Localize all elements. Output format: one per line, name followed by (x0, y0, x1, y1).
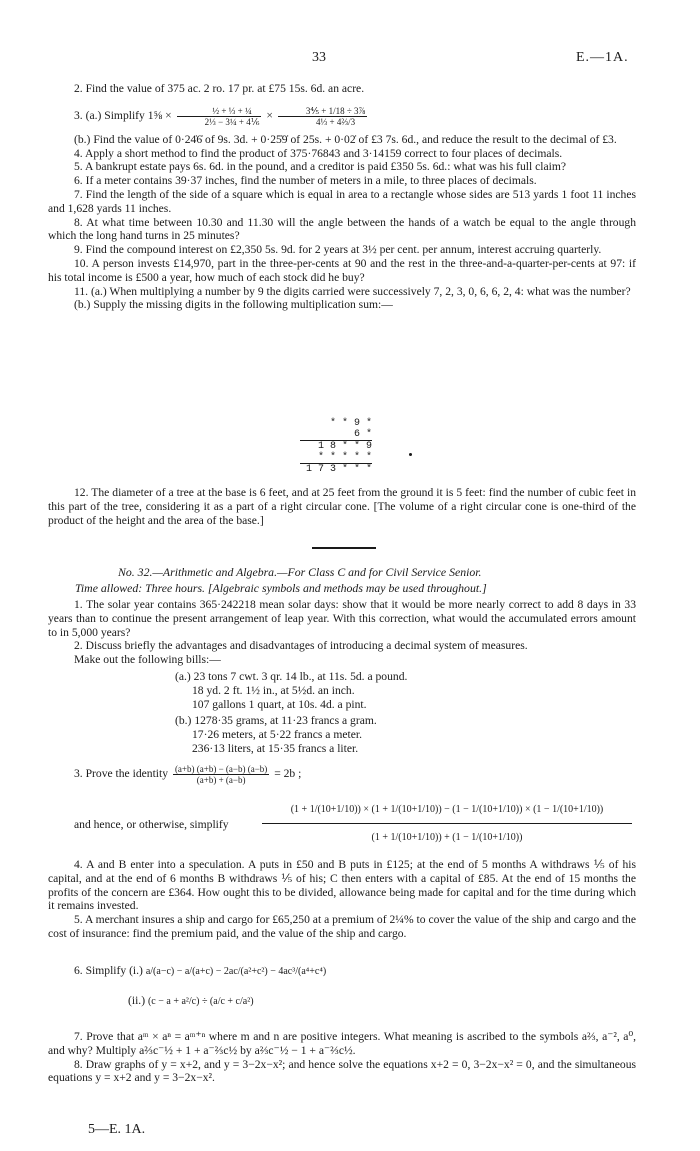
paper-32-questions-4-5 (48, 858, 636, 941)
s-bills-intro: Make out the following bills:— (74, 653, 221, 667)
identity-denominator: (a+b) + (a−b) (196, 775, 246, 785)
s6ii-expression: (c − a + a²/c) ÷ (a/c + c/a²) (147, 996, 254, 1007)
fraction-1-denominator: 2⅓ − 3¼ + 4⅙ (204, 116, 260, 127)
s3-identity (74, 764, 301, 785)
s6i-expression: a/(a−c) − a/(a+c) − 2ac/(a²+c²) − 4ac³/(a⁴+c⁴) (145, 966, 327, 977)
s-question-5: 5. A merchant insures a ship and cargo for £65,250 at a premium of 2¼% to cover the value of the ship and cargo and the cost of insurance: find the premium paid, and the value of the ship and cargo. (48, 913, 636, 940)
page-number: 33 (312, 50, 326, 65)
s3-simplify-label: and hence, or otherwise, simplify (74, 818, 229, 831)
s-question-7: 7. Prove that aᵐ × aⁿ = aᵐ⁺ⁿ where m and n are positive integers. What meaning is ascribed to the symbols a⅔, a⁻², a⁰, and why? Multiply a⅔c⁻½ + 1 + a⁻⅔c½ by a⅔c⁻½ − 1 + a⁻⅔c½. (48, 1030, 636, 1057)
s-question-4: 4. A and B enter into a speculation. A puts in £50 and B puts in £125; at the end of 5 months A withdraws ⅕ of his capital, and at the end of 6 months B withdraws ⅕ of his; C then enters with a capital of £85. At the end of 15 months the profits of the concern are £364. How ought this to be divided, allowance being made for capital and for the time during which it remains invested. (48, 858, 636, 913)
question-7: 7. Find the length of the side of a square which is equal in area to a rectangle whose sides are 513 yards 1 foot 11 inches and 1,628 yards 11 inches. (48, 187, 636, 215)
question-10: 10. A person invests £14,970, part in the three-per-cents at 90 and the rest in the three-and-a-quarter-per-cents at 97: if his total income is £500 a year, how much of each stock did he buy? (48, 256, 636, 284)
mult-row: * * 9 * (329, 418, 372, 429)
identity-numerator: (a+b) (a+b) − (a−b) (a−b) (174, 764, 268, 774)
fraction-1 (177, 106, 262, 127)
document-reference: E.—1A. (576, 50, 629, 65)
multiplication-sum (300, 418, 372, 475)
bill-a1: (a.) 23 tons 7 cwt. 3 qr. 14 lb., at 11s. 5d. a pound. (175, 670, 408, 683)
question-3a (48, 106, 636, 127)
bill-a2: 18 yd. 2 ft. 1½ in., at 5½d. an inch. (192, 684, 355, 697)
s6-part-i (74, 964, 326, 979)
stray-mark (409, 453, 412, 456)
question-5: 5. A bankrupt estate pays 6s. 6d. in the pound, and a creditor is paid £350 5s. 6d.: what was his full claim? (74, 160, 567, 174)
s-question-2: 2. Discuss briefly the advantages and disadvantages of introducing a decimal system of measures. (74, 639, 528, 653)
s6ii-label: (ii.) (128, 994, 146, 1007)
s-question-1: 1. The solar year contains 365·242218 mean solar days: show that it would be more nearly correct to add 8 days in 33 years than to continue the present arrangement of leap year. With this correction, what would the accumulated errors amount to in 5,000 years? (48, 598, 636, 639)
times-sign: × (266, 108, 273, 122)
mult-row: 1 8 * * 9 (300, 440, 372, 452)
question-11b: (b.) Supply the missing digits in the following multiplication sum:— (74, 298, 393, 312)
big-fraction-denominator: (1 + 1/(10+1/10)) + (1 − 1/(10+1/10)) (371, 832, 523, 843)
question-3a-label: 3. (a.) Simplify 1⅝ × (74, 108, 172, 122)
question-8: 8. At what time between 10.30 and 11.30 will the angle between the hands of a watch be equal to the angle through which the long hand turns in 25 minutes? (48, 215, 636, 243)
fraction-2-denominator: 4⅓ + 4⅔/3 (316, 116, 356, 127)
bill-b1: (b.) 1278·35 grams, at 11·23 francs a gram. (175, 714, 377, 727)
question-2: 2. Find the value of 375 ac. 2 ro. 17 pr. at £75 15s. 6d. an acre. (74, 82, 365, 95)
question-4: 4. Apply a short method to find the product of 375·76843 and 3·14159 correct to four places of decimals. (74, 146, 563, 160)
time-allowed: Time allowed: Three hours. [Algebraic symbols and methods may be used throughout.] (75, 581, 487, 595)
question-9: 9. Find the compound interest on £2,350 5s. 9d. for 2 years at 3½ per cent. per annum, interest accruing quarterly. (74, 243, 602, 257)
big-fraction-numerator: (1 + 1/(10+1/10)) × (1 + 1/(10+1/10)) − (1 − 1/(10+1/10)) × (1 − 1/(10+1/10)) (262, 798, 632, 824)
question-11a: 11. (a.) When multiplying a number by 9 the digits carried were successively 7, 2, 3, 0, 6, 6, 2, 4: what was the number? (74, 284, 631, 298)
section-divider (312, 547, 376, 549)
s3-label: 3. Prove the identity (74, 767, 169, 781)
page-footer: 5—E. 1A. (88, 1122, 146, 1137)
bill-a3: 107 gallons 1 quart, at 10s. 4d. a pint. (192, 698, 367, 711)
question-12-block (48, 486, 636, 527)
question-12: 12. The diameter of a tree at the base is 6 feet, and at 25 feet from the ground it is 5 feet: find the number of cubic feet in this part of the tree, considering it as a part of a right circular cone. [The volume of a right circular cone is one-third of the product of the height and the area of the base.] (48, 486, 636, 527)
bill-b2: 17·26 meters, at 5·22 francs a meter. (192, 728, 362, 741)
mult-row: * * * * * (317, 452, 372, 463)
s-question-8: 8. Draw graphs of y = x+2, and y = 3−2x−x²; and hence solve the equations x+2 = 0, 3−2x−x² = 0, and the simultaneous equations y = x+2 and y = 3−2x−x². (48, 1057, 636, 1085)
identity-result: = 2b ; (274, 767, 302, 781)
mult-row: 6 * (353, 429, 372, 440)
s6-part-ii (128, 994, 254, 1009)
mult-row: 1 7 3 * * * (300, 463, 372, 475)
question-6: 6. If a meter contains 39·37 inches, find the number of meters in a mile, to three places of decimals. (74, 174, 537, 188)
bill-b3: 236·13 liters, at 15·35 francs a liter. (192, 742, 359, 755)
big-fraction (262, 798, 632, 843)
fraction-2 (278, 106, 368, 127)
section-title: No. 32.—Arithmetic and Algebra.—For Class C and for Civil Service Senior. (118, 565, 482, 579)
identity-fraction (173, 764, 269, 785)
paper-31-questions (48, 82, 636, 312)
s6i-label: 6. Simplify (i.) (74, 964, 143, 977)
paper-32-questions-1-2 (48, 598, 636, 667)
paper-32-questions-7-8 (48, 1030, 636, 1085)
question-3b: (b.) Find the value of 0·24̇6̇ of 9s. 3d. + 0·25̇9̇ of 25s. + 0·02̇ of £3 7s. 6d., and reduce the result to the decimal of £3. (74, 132, 617, 146)
fraction-2-numerator: 3⅘ + 1/18 ÷ 3⅞ (278, 106, 368, 117)
fraction-1-numerator: ½ + ⅓ + ¼ (177, 106, 262, 117)
